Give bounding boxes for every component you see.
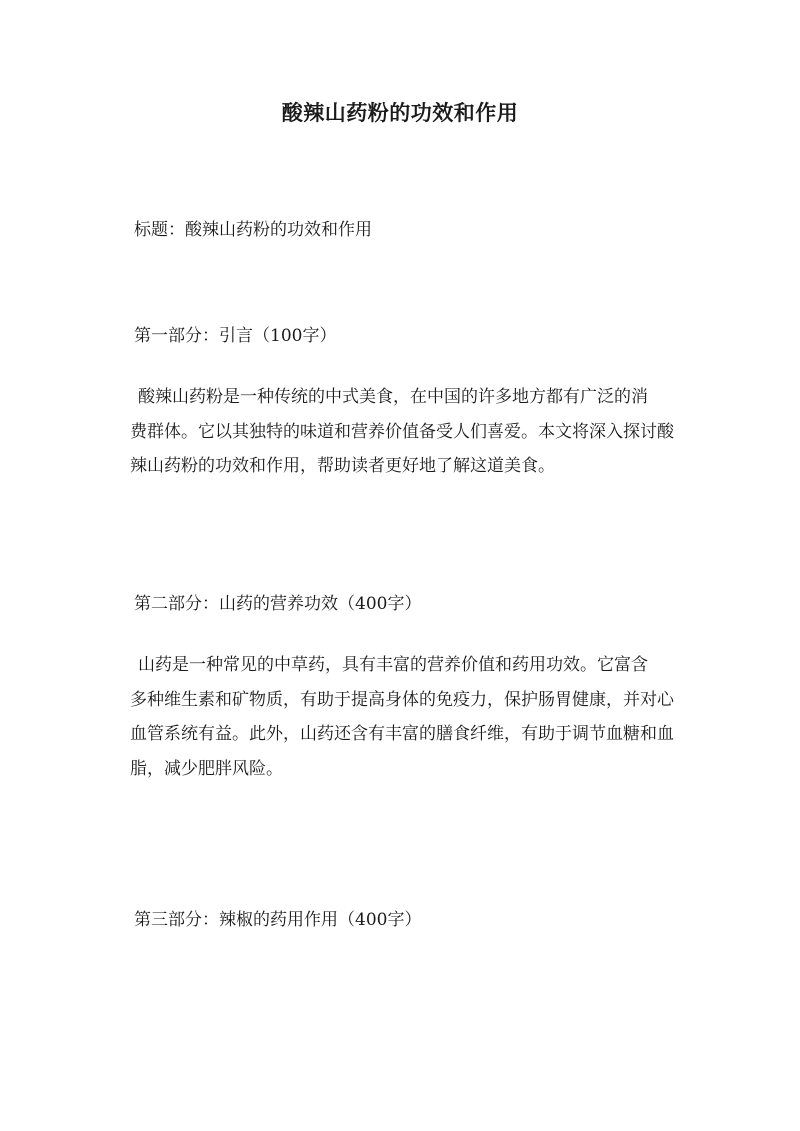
paragraph-line: 山药是一种常见的中草药，具有丰富的营养价值和药用功效。它富含 — [138, 655, 648, 675]
section-body-intro — [130, 380, 700, 484]
section-heading-yam: 第二部分：山药的营养功效（400字） — [134, 594, 422, 614]
paragraph-line: 脂，减少肥胖风险。 — [130, 758, 283, 779]
section-heading-chili: 第三部分：辣椒的药用作用（400字） — [134, 910, 422, 930]
paragraph-line: 费群体。它以其独特的味道和营养价值备受人们喜爱。本文将深入探讨酸 — [130, 421, 674, 442]
paragraph-line: 血管系统有益。此外，山药还含有丰富的膳食纤维，有助于调节血糖和血 — [130, 724, 674, 744]
paragraph-line: 多种维生素和矿物质，有助于提高身体的免疫力，保护肠胃健康，并对心 — [130, 689, 674, 710]
subtitle-line: 标题：酸辣山药粉的功效和作用 — [134, 220, 372, 240]
paragraph-line: 辣山药粉的功效和作用，帮助读者更好地了解这道美食。 — [130, 456, 555, 476]
section-body-yam — [130, 648, 700, 786]
section-heading-intro: 第一部分：引言（100字） — [134, 326, 337, 346]
document-title: 酸辣山药粉的功效和作用 — [281, 100, 519, 125]
paragraph-line: 酸辣山药粉是一种传统的中式美食，在中国的许多地方都有广泛的消 — [138, 387, 648, 407]
